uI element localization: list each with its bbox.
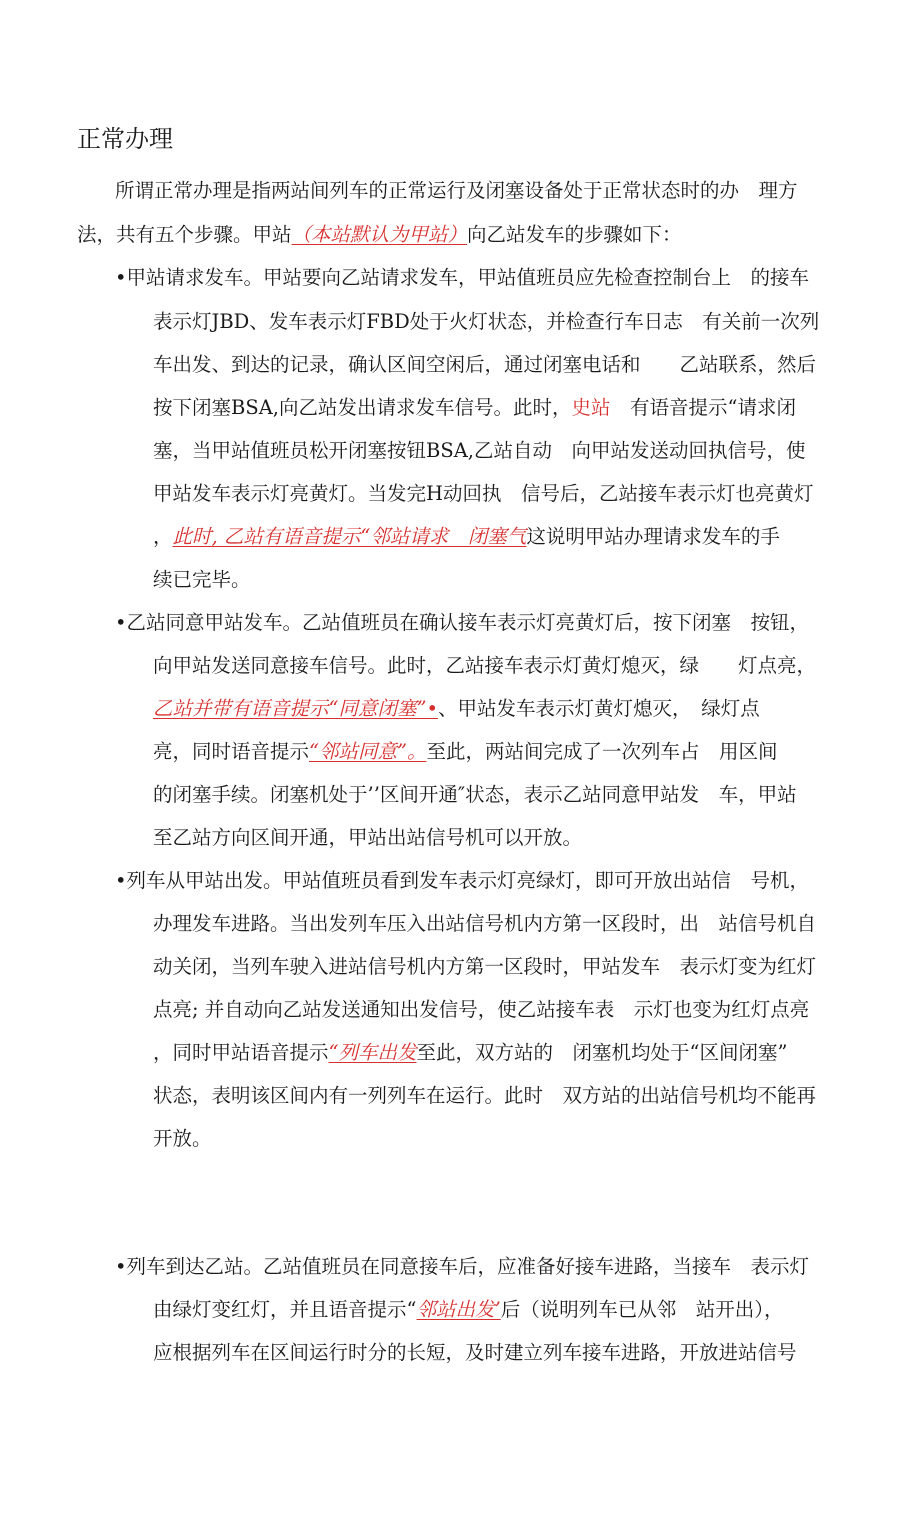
intro-line-2 xyxy=(77,220,682,250)
step1-text: 表示灯JBD、发车表示灯FBD处于火灯状态，并检查行车日志 有关前一次列 xyxy=(153,310,820,333)
step2-text: 至此，两站间完成了一次列车占 用区间 xyxy=(426,740,778,763)
bullet-mark: • xyxy=(115,266,127,289)
step3-text: 至此，双方站的 闭塞机均处于“区间闭塞” xyxy=(416,1041,788,1064)
step3-text: ，同时甲站语音提示 xyxy=(153,1041,329,1064)
step2-text: 的闭塞手续。闭塞机处于’’区间开通″状态，表示乙站同意甲站发 车，甲站 xyxy=(153,783,797,806)
intro-text: 向乙站发车的步骤如下： xyxy=(467,223,682,246)
step4-text: 由绿灯变红灯，并且语音提示“ xyxy=(153,1298,417,1321)
step1-line-2 xyxy=(153,307,819,337)
step2-text: 、甲站发车表示灯黄灯熄灭， 绿灯点 xyxy=(437,697,760,720)
step4-line-3 xyxy=(153,1338,797,1368)
step2-line-5 xyxy=(153,780,797,810)
step3-line-2 xyxy=(153,909,816,939)
step3-line-7 xyxy=(153,1124,212,1154)
bullet-mark: • xyxy=(115,869,127,892)
step1-line-8 xyxy=(153,565,251,595)
step3-text: 办理发车进路。当出发列车压入出站信号机内方第一区段时，出 站信号机自 xyxy=(153,912,817,935)
step1-line-3 xyxy=(153,350,816,380)
step1-text: ， xyxy=(153,525,173,548)
step3-text: 列车从甲站出发。甲站值班员看到发车表示灯亮绿灯，即可开放出站信 号机， xyxy=(126,869,810,892)
step2-line-1 xyxy=(115,608,809,638)
step1-text: 这说明甲站办理请求发车的手 xyxy=(526,525,780,548)
step1-text: 甲站请求发车。甲站要向乙站请求发车，甲站值班员应先检查控制台上 的接车 xyxy=(126,266,810,289)
step3-line-5 xyxy=(153,1038,787,1068)
page-title: 正常办理 xyxy=(77,125,173,153)
step3-text: 动关闭，当列车驶入进站信号机内方第一区段时，甲站发车 表示灯变为红灯 xyxy=(153,955,817,978)
step1-line-5 xyxy=(153,436,805,466)
step4-text: 后（说明列车已从邻 站开出）， xyxy=(500,1298,784,1321)
step3-line-1 xyxy=(115,866,809,896)
step3-text: 开放。 xyxy=(153,1127,212,1150)
step1-red-word: 史站 xyxy=(571,396,611,419)
step3-text: 点亮; 并自动向乙站发送通知出发信号，使乙站接车表 示灯也变为红灯点亮 xyxy=(153,998,810,1021)
step1-text: 续已完毕。 xyxy=(153,568,251,591)
step4-red-note: 邻站出发’ xyxy=(416,1298,501,1321)
step2-red-note: 乙站并带有语音提示“同意闭塞”• xyxy=(153,697,438,720)
step2-line-2 xyxy=(153,651,816,681)
step2-line-6 xyxy=(153,823,582,853)
step2-text: 至乙站方向区间开通，甲站出站信号机可以开放。 xyxy=(153,826,583,849)
step2-red-note: “邻站同意”。 xyxy=(309,740,427,763)
bullet-mark: • xyxy=(115,1255,127,1278)
step1-text: 有语音提示“请求闭 xyxy=(610,396,796,419)
step1-text: 按下闭塞BSA,向乙站发出请求发车信号。此时， xyxy=(153,396,572,419)
step2-text: 亮，同时语音提示 xyxy=(153,740,310,763)
step1-line-1 xyxy=(115,263,809,293)
step4-text: 应根据列车在区间运行时分的长短，及时建立列车接车进路，开放进站信号 xyxy=(153,1341,797,1364)
intro-red-note: （本站默认为甲站） xyxy=(291,223,468,246)
step3-line-3 xyxy=(153,952,816,982)
step1-line-7 xyxy=(153,522,780,552)
step2-text: 向甲站发送同意接车信号。此时，乙站接车表示灯黄灯熄灭，绿 灯点亮， xyxy=(153,654,817,677)
step2-line-3 xyxy=(153,694,760,724)
step2-text: 乙站同意甲站发车。乙站值班员在确认接车表示灯亮黄灯后，按下闭塞 按钮， xyxy=(126,611,810,634)
step3-red-note: “列车出发 xyxy=(328,1041,417,1064)
step3-text: 状态，表明该区间内有一列列车在运行。此时 双方站的出站信号机均不能再 xyxy=(153,1084,817,1107)
intro-line-1 xyxy=(115,176,798,206)
step1-line-4 xyxy=(153,393,796,423)
step3-line-4 xyxy=(153,995,809,1025)
step1-text: 车出发、到达的记录，确认区间空闲后，通过闭塞电话和 乙站联系，然后 xyxy=(153,353,817,376)
intro-text: 所谓正常办理是指两站间列车的正常运行及闭塞设备处于正常状态时的办 理方 xyxy=(115,179,798,202)
step4-text: 列车到达乙站。乙站值班员在同意接车后，应准备好接车进路，当接车 表示灯 xyxy=(126,1255,810,1278)
step2-line-4 xyxy=(153,737,777,767)
intro-text: 法，共有五个步骤。甲站 xyxy=(77,223,292,246)
step4-line-1 xyxy=(115,1252,809,1282)
step1-line-6 xyxy=(153,479,814,509)
step4-line-2 xyxy=(153,1295,783,1325)
step1-red-note: 此时, 乙站有语音提示“邻站请求 闭塞气 xyxy=(172,525,527,548)
step3-line-6 xyxy=(153,1081,816,1111)
step1-text: 塞，当甲站值班员松开闭塞按钮BSA,乙站自动 向甲站发送动回执信号，使 xyxy=(153,439,806,462)
bullet-mark: • xyxy=(115,611,127,634)
step1-text: 甲站发车表示灯亮黄灯。当发完H动回执 信号后，乙站接车表示灯也亮黄灯 xyxy=(153,482,814,505)
